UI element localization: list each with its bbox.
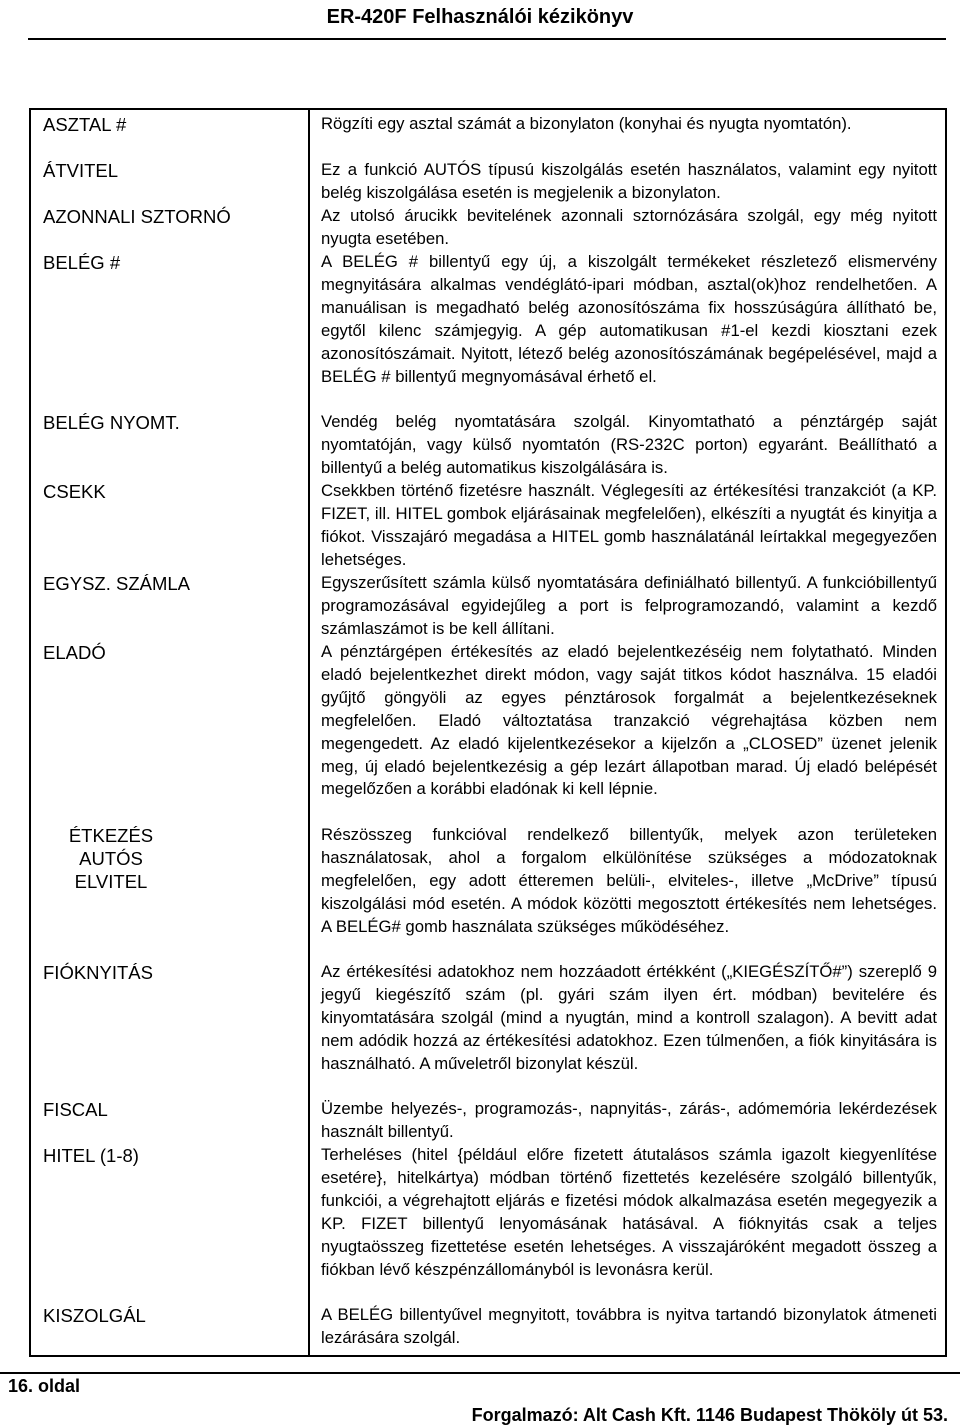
row-key: KISZOLGÁL	[43, 1305, 146, 1326]
row-key: BELÉG #	[43, 252, 121, 273]
page-header-title: ER-420F Felhasználói kézikönyv	[326, 6, 634, 28]
row-key: EGYSZ. SZÁMLA	[43, 573, 191, 594]
row-key: ASZTAL #	[43, 114, 127, 135]
row-key: ELADÓ	[43, 642, 106, 663]
row-description: Ez a funkció AUTÓS típusú kiszolgálás esetén használatos, valamint egy nyitott belég kiszolgálása esetén is megjelenik a bizonylaton.	[321, 160, 937, 202]
page-number: 16. oldal	[8, 1376, 81, 1396]
row-key: FIÓKNYITÁS	[43, 962, 153, 983]
row-description: Részösszeg funkcióval rendelkező billentyűk, melyek azon területeken használatosak, ahol a forgalom elkülönítése szükséges a módozatoknak megfelelően, egy adott étteremen belüli-, elviteles-, illetve „McDrive” típusú kiszolgálási mód esetén. A módok közötti megosztott értékesítés nem lehetséges. A BELÉG# gomb használata szükséges működéséhez.	[321, 825, 937, 936]
header-divider	[28, 38, 946, 40]
row-description: Egyszerűsített számla külső nyomtatására definiálható billentyű. A funkcióbillentyű programozásával egyidejűleg a port is felprogramozandó, valamint a kezdő számlaszámot is be kell állítani.	[321, 573, 937, 638]
row-description: Az értékesítési adatokhoz nem hozzáadott értékként („KIEGÉSZÍTŐ#”) szereplő 9 jegyű kiegészítő szám (pl. gyári szám ilyen ért. módban) bevitelére és kinyomtatására szolgál (mind a nyugtán, mind a kontroll szalagon). A bevitt adat nem adódik hozzá az értékesítési adatokhoz. Ezen túlmenően, a fiók kinyitására is használható. A műveletről bizonylat készül.	[321, 962, 937, 1073]
row-key: CSEKK	[43, 481, 106, 502]
row-key: HITEL (1-8)	[43, 1145, 139, 1166]
row-description: A BELÉG # billentyű egy új, a kiszolgált termékeket részletező elismervény megnyitására alkalmas vendéglátó-ipari módban, asztal(ok)hoz rendelhetően. A manuálisan is megadható belég azonosítószáma fix hosszúságúra állítható be, egytől kilenc számjegyig. A gép automatikusan #1-el kezdi kiosztani ezek azonosítószámait. Nyitott, létező belég azonosítószámának begépelésével, majd a BELÉG # billentyű megnyomásával érhető el.	[321, 252, 937, 386]
row-description: Üzembe helyezés-, programozás-, napnyitás-, zárás-, adómemória lekérdezések használt billentyű.	[321, 1099, 937, 1141]
row-key: FISCAL	[43, 1099, 108, 1120]
row-description: Rögzíti egy asztal számát a bizonylaton (konyhai és nyugta nyomtatón).	[321, 114, 852, 133]
row-description: A BELÉG billentyűvel megnyitott, továbbra is nyitva tartandó bizonylatok átmeneti lezárására szolgál.	[321, 1305, 937, 1347]
row-description: Csekkben történő fizetésre használt. Véglegesíti az értékesítési tranzakciót (a KP. FIZET, ill. HITEL gombok eljárásainak megfelelően), elkészíti a nyugtát és kinyitja a fiókot. Visszajáró megadása a HITEL gomb használatánál leírtakkal megegyezően lehetséges.	[321, 481, 937, 569]
footer-distributor: Forgalmazó: Alt Cash Kft. 1146 Budapest Thököly út 53.	[471, 1405, 948, 1425]
column-divider	[308, 110, 310, 1355]
row-description: Vendég belég nyomtatására szolgál. Kinyomtatható a pénztárgép saját nyomtatóján, vagy külső nyomtatón (RS-232C porton) egyaránt. Beállítható a billentyű a belég automatikus kiszolgálására is.	[321, 412, 937, 477]
function-key-table	[29, 108, 947, 1357]
row-key: ÁTVITEL	[43, 160, 119, 181]
row-description: A pénztárgépen értékesítés az eladó bejelentkezéséig nem folytatható. Minden eladó bejelentkezhet direkt módon, vagy saját titkos kódot használva. 15 eladói gyűjtő göngyöli az egyes pénztárosok forgalmát a bejelentkezéseknek megfelelően. Eladó változtatása tranzakció végrehajtása közben nem megengedett. Az eladó kijelentkezésekor a kijelzőn a „CLOSED” üzenet jelenik meg, új eladó bejelentkezésig a gép lezárt állapotban marad. Új eladó belépését megelőzően a korábbi eladónak ki kell lépnie.	[321, 642, 937, 799]
row-key: BELÉG NYOMT.	[43, 412, 180, 433]
row-description: Az utolsó árucikk bevitelének azonnali sztornózására szolgál, egy még nyitott nyugta esetében.	[321, 206, 937, 248]
footer-divider	[0, 1372, 960, 1374]
row-key: AZONNALI SZTORNÓ	[43, 206, 231, 227]
row-key: ÉTKEZÉS AUTÓS ELVITEL	[68, 825, 154, 892]
row-description: Terheléses (hitel {például előre fizetett átutalásos számla igazolt kiegyenlítése esetére}, hitelkártya) módban történő fizettetés kezelésére szolgáló billentyűk, funkciói, a végrehajtott eljárás e fizetési módok alkalmazása esetén megegyezik a KP. FIZET billentyű lenyomásának hatásával. A fióknyitás csak a teljes nyugtaösszeg fizettetése esetén lehetséges. A visszajáróként megadott összeg a fiókban lévő készpénzállományból is levonásra kerül.	[321, 1145, 937, 1279]
